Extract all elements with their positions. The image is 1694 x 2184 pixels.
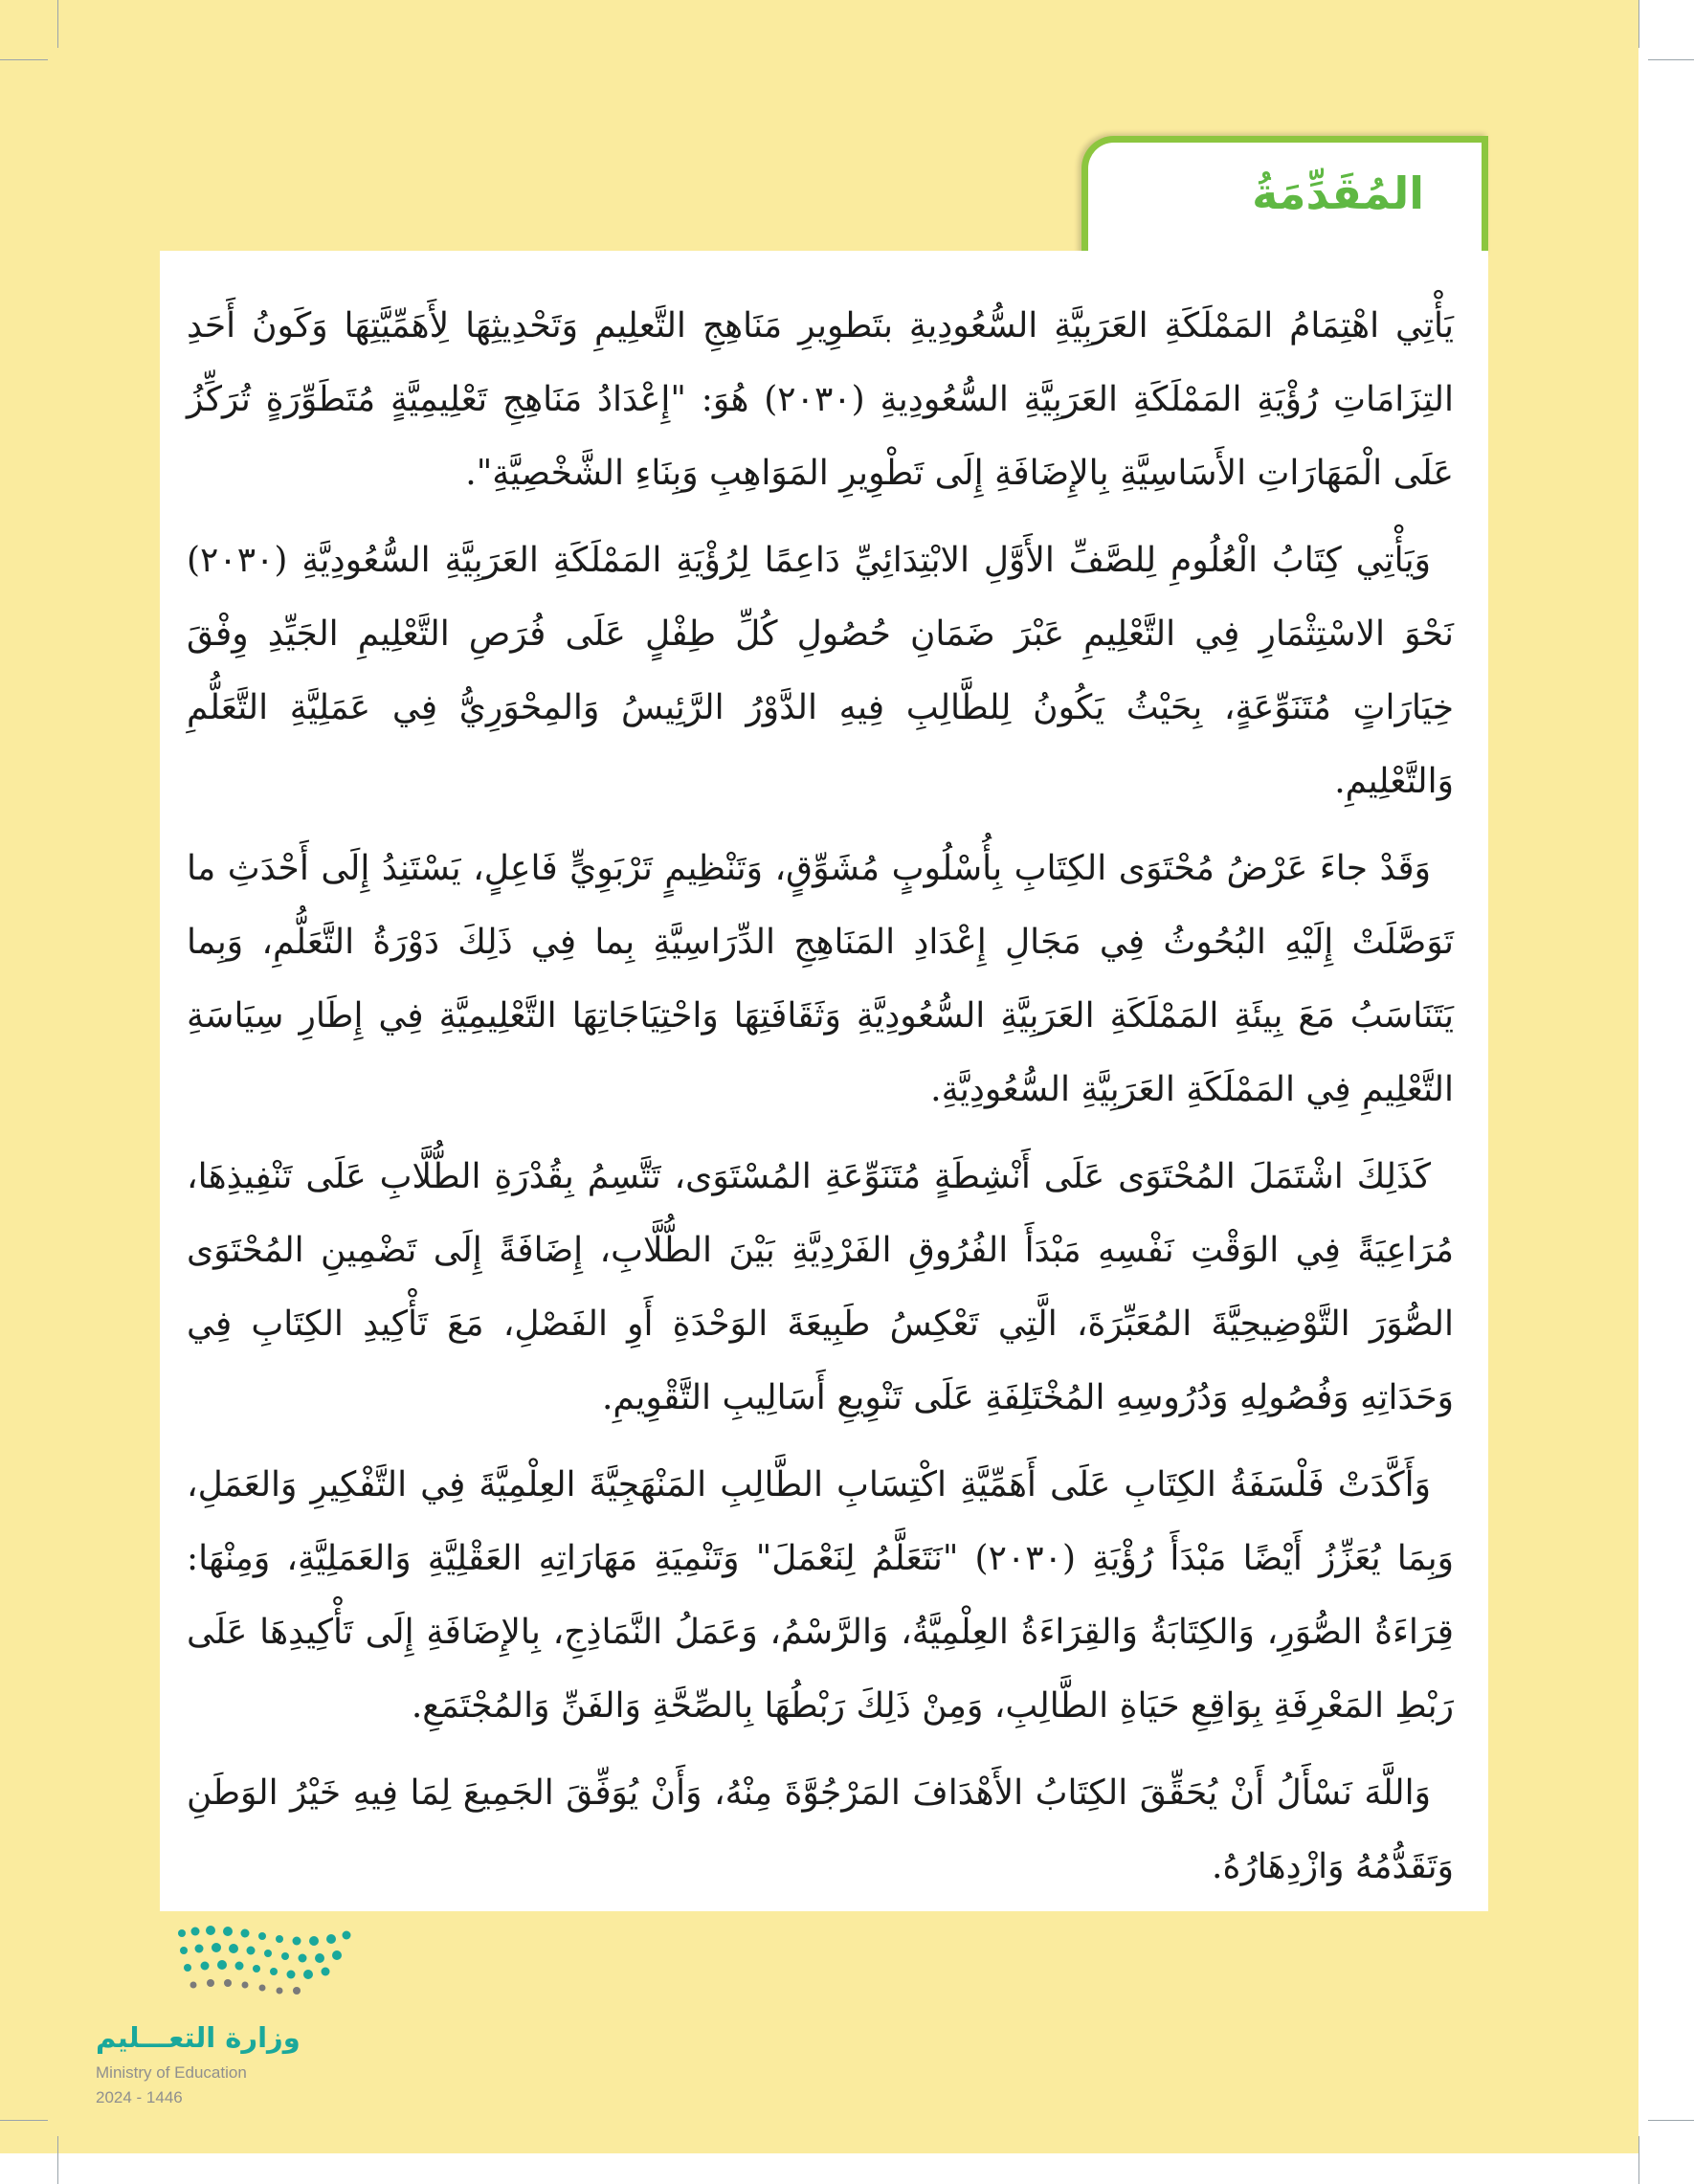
paragraph-6: وَاللَّهَ نَسْأَلُ أَنْ يُحَقِّقَ الكِتَابُ الأَهْدَافَ المَرْجُوَّةَ مِنْهُ، وَأَنْ يُوَفِّقَ الجَمِيعَ لِمَا فِيهِ خَيْرُ الوَطَنِ وَتَقَدُّمُهُ وَازْدِهَارُهُ.: [187, 1773, 1454, 1886]
content-panel: [160, 251, 1488, 1911]
crop-mark: [57, 2136, 58, 2184]
crop-mark: [1648, 59, 1694, 60]
ministry-logo: [96, 1922, 364, 2123]
crop-mark: [1648, 2120, 1694, 2121]
paragraph-5: وَأَكَّدَتْ فَلْسَفَةُ الكِتَابِ عَلَى أَهَمِّيَّةِ اكْتِسَابِ الطَّالِبِ المَنْهَجِيَّةَ العِلْمِيَّةَ فِي التَّفْكِيرِ وَالعَمَلِ، وَبِمَا يُعَزِّزُ أَيْضًا مَبْدَأَ رُؤْيَةِ (٢٠٣٠) "نَتَعَلَّمُ لِنَعْمَلَ" وَتَنْمِيَةِ مَهَارَاتِهِ العَقْلِيَّةِ وَالعَمَلِيَّةِ، وَمِنْهَا: قِرَاءَةُ الصُّوَرِ، وَالكِتَابَةُ وَالقِرَاءَةُ العِلْمِيَّةُ، وَالرَّسْمُ، وَعَمَلُ النَّمَاذِجِ، بِالإِضَافَةِ إِلَى تَأْكِيدِهَا عَلَى رَبْطِ المَعْرِفَةِ بِوَاقِعِ حَيَاةِ الطَّالِبِ، وَمِنْ ذَلِكَ رَبْطُهَا بِالصِّحَّةِ وَالفَنِّ وَالمُجْتَمَعِ.: [187, 1465, 1454, 1726]
crop-mark: [57, 0, 58, 48]
paragraph-2: وَيَأْتِي كِتَابُ الْعُلُومِ لِلصَّفِّ الأَوَّلِ الابْتِدَائِيِّ دَاعِمًا لِرُؤْيَةِ المَمْلَكَةِ العَرَبِيَّةِ السُّعُودِيَّةِ (٢٠٣٠) نَحْوَ الاسْتِثْمَارِ فِي التَّعْلِيمِ عَبْرَ ضَمَانِ حُصُولِ كُلِّ طِفْلٍ عَلَى فُرَصِ التَّعْلِيمِ الجَيِّدِ وِفْقَ خِيَارَاتٍ مُتَنَوِّعَةٍ، بِحَيْثُ يَكُونُ لِلطَّالِبِ فِيهِ الدَّوْرُ الرَّئِيسُ وَالمِحْوَرِيُّ فِي عَمَلِيَّةِ التَّعَلُّمِ وَالتَّعْلِيمِ.: [187, 541, 1454, 801]
ministry-logo-icon: [172, 1922, 364, 2013]
crop-mark: [0, 2120, 48, 2121]
paragraph-3: وَقَدْ جاءَ عَرْضُ مُحْتَوَى الكِتَابِ بِأُسْلُوبٍ مُشَوِّقٍ، وَتَنْظِيمٍ تَرْبَوِيٍّ فَاعِلٍ، يَسْتَنِدُ إِلَى أَحْدَثِ ما تَوَصَّلَتْ إِلَيْهِ البُحُوثُ فِي مَجَالِ إِعْدَادِ المَنَاهِجِ الدِّرَاسِيَّةِ بِما فِي ذَلِكَ دَوْرَةُ التَّعَلُّمِ، وَبِما يَتَنَاسَبُ مَعَ بِيئَةِ المَمْلَكَةِ العَرَبِيَّةِ السُّعُودِيَّةِ وَثَقَافَتِهَا وَاحْتِيَاجَاتِهَا التَّعْلِيمِيَّةِ فِي إِطَارِ سِيَاسَةِ التَّعْلِيمِ فِي المَمْلَكَةِ العَرَبِيَّةِ السُّعُودِيَّةِ.: [187, 849, 1454, 1109]
crop-mark: [0, 59, 48, 60]
header-tab: [1081, 136, 1488, 256]
ministry-name-arabic: وزارة التعـــليم: [96, 2021, 301, 2054]
paragraph-1: يَأْتِي اهْتِمَامُ المَمْلَكَةِ العَرَبِيَّةِ السُّعُودِيةِ بتَطوِيرِ مَنَاهِجِ التَّعلِيمِ وَتَحْدِيثِهَا لِأَهَمِّيَّتِهَا وَكَونُ أَحَدِ التِزَامَاتِ رُؤْيَةِ المَمْلَكَةِ العَرَبِيَّةِ السُّعُودِيةِ (٢٠٣٠) هُوَ: "إِعْدَادُ مَنَاهِجِ تَعْلِيمِيَّةٍ مُتَطَوِّرَةٍ تُرَكِّزُ عَلَى الْمَهَارَاتِ الأَسَاسِيَّةِ بِالإِضَافَةِ إِلَى تَطْوِيرِ المَوَاهِبِ وَبِنَاءِ الشَّخْصِيَّةِ".: [187, 306, 1454, 493]
edition-year: 2024 - 1446: [96, 2088, 183, 2106]
page-title: المُقَدِّمَةُ: [1252, 167, 1424, 219]
crop-mark: [1638, 2136, 1639, 2184]
ministry-name-english: Ministry of Education: [96, 2063, 247, 2082]
crop-mark: [1638, 0, 1639, 48]
paragraph-4: كَذَلِكَ اشْتَمَلَ المُحْتَوَى عَلَى أَنْشِطَةٍ مُتَنَوِّعَةِ المُسْتَوَى، تَتَّسِمُ بِقُدْرَةِ الطُّلَّابِ عَلَى تَنْفِيذِهَا، مُرَاعِيَةً فِي الوَقْتِ نَفْسِهِ مَبْدَأَ الفُرُوقِ الفَرْدِيَّةِ بَيْنَ الطُّلَّابِ، إِضَافَةً إِلَى تَضْمِينِ المُحْتَوَى الصُّوَرَ التَّوْضِيحِيَّةَ المُعَبِّرَةَ، الَّتِي تَعْكِسُ طَبِيعَةَ الوَحْدَةِ أَوِ الفَصْلِ، مَعَ تَأْكِيدِ الكِتَابِ فِي وَحَدَاتِهِ وَفُصُولِهِ وَدُرُوسِهِ المُخْتَلِفَةِ عَلَى تَنْوِيعِ أَسَالِيبِ التَّقْوِيمِ.: [187, 1157, 1454, 1417]
